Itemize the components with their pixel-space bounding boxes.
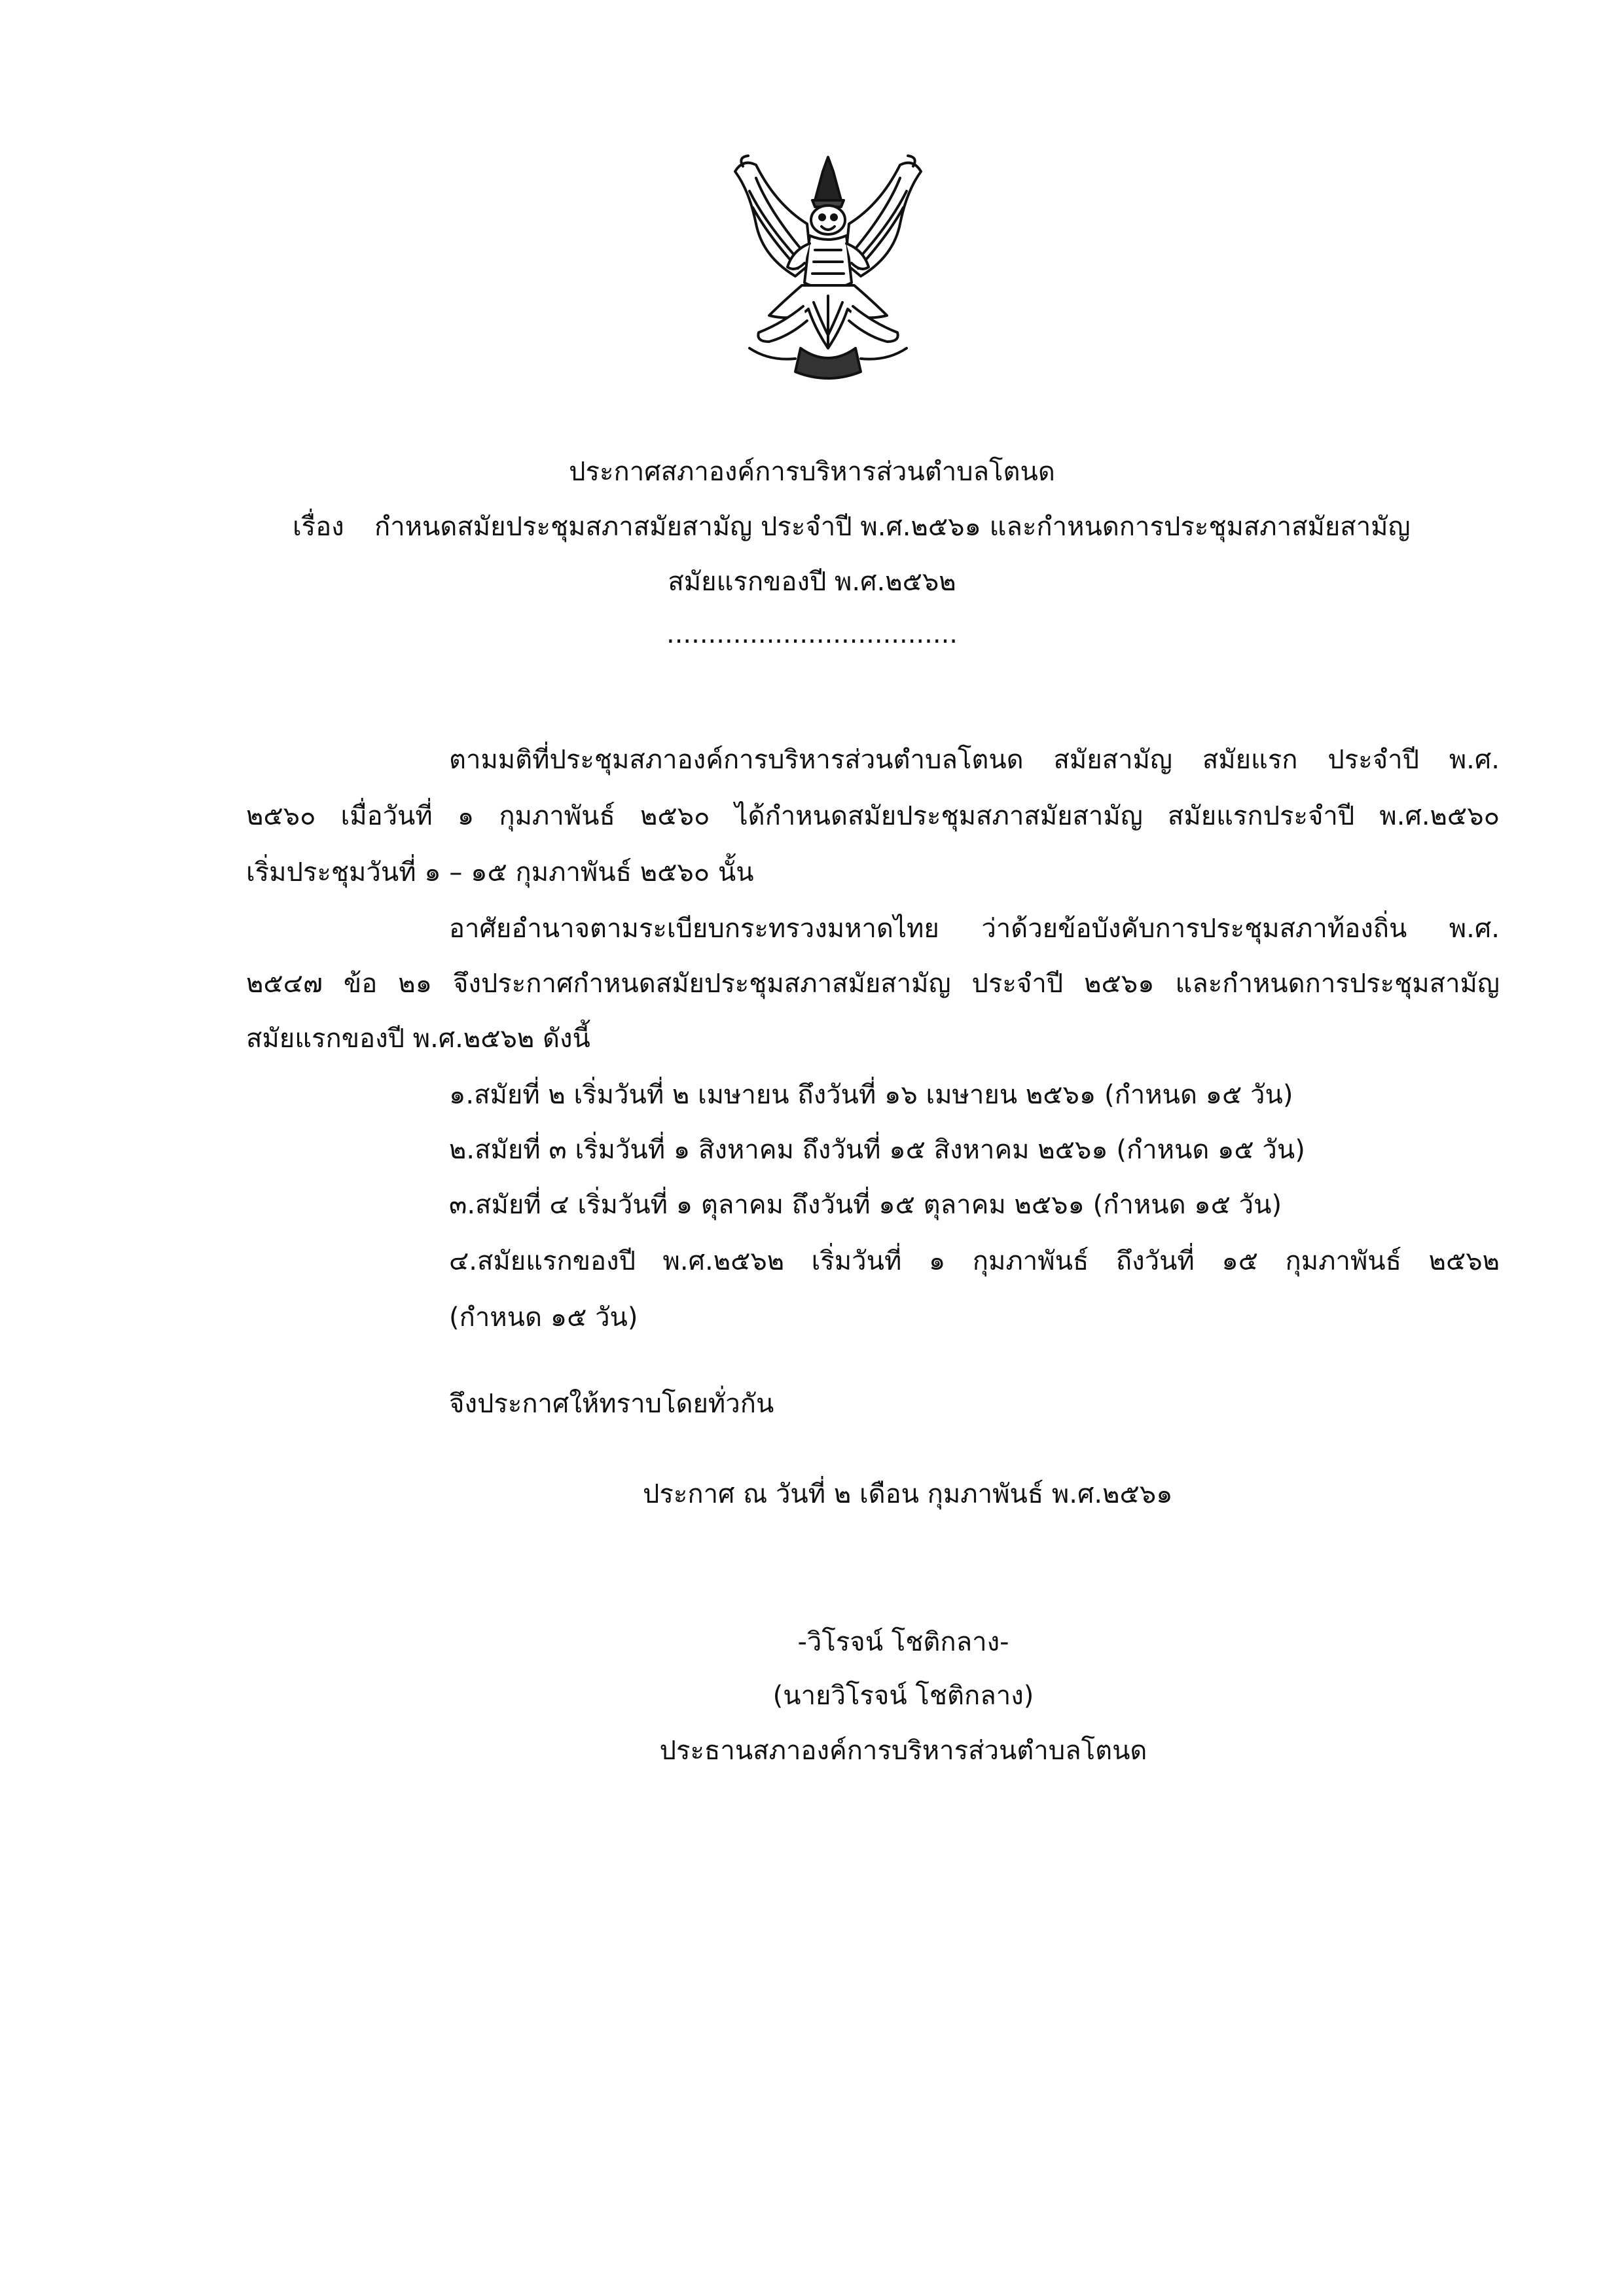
signature-full-name: (นายวิโรจน์ โชติกลาง) bbox=[772, 1681, 1034, 1711]
paragraph-2-line-2: ๒๕๔๗ ข้อ ๒๑ จึงประกาศกำหนดสมัยประชุมสภาสมัยสามัญ ประจำปี ๒๕๖๑ และกำหนดการประชุมสามัญ bbox=[246, 969, 1500, 999]
paragraph-1-line-2: ๒๕๖๐ เมื่อวันที่ ๑ กุมภาพันธ์ ๒๕๖๐ ได้กำหนดสมัยประชุมสภาสมัยสามัญ สมัยแรกประจำปี พ.ศ.๒๕๖๐ bbox=[246, 801, 1500, 831]
session-item-1: ๑.สมัยที่ ๒ เริ่มวันที่ ๒ เมษายน ถึงวันที่ ๑๖ เมษายน ๒๕๖๑ (กำหนด ๑๕ วัน) bbox=[449, 1080, 1293, 1110]
closing-statement: จึงประกาศให้ทราบโดยทั่วกัน bbox=[449, 1389, 774, 1419]
paragraph-2-line-1: อาศัยอำนาจตามระเบียบกระทรวงมหาดไทย ว่าด้วยข้อบังคับการประชุมสภาท้องถิ่น พ.ศ. bbox=[449, 914, 1500, 944]
session-item-4-continuation: (กำหนด ๑๕ วัน) bbox=[449, 1302, 638, 1333]
session-item-4: ๔.สมัยแรกของปี พ.ศ.๒๕๖๒ เริ่มวันที่ ๑ กุมภาพันธ์ ถึงวันที่ ๑๕ กุมภาพันธ์ ๒๕๖๒ bbox=[449, 1246, 1500, 1276]
garuda-emblem-icon bbox=[730, 152, 926, 385]
paragraph-2-line-3: สมัยแรกของปี พ.ศ.๒๕๖๒ ดังนี้ bbox=[246, 1024, 590, 1054]
signature-position: ประธานสภาองค์การบริหารส่วนตำบลโตนด bbox=[659, 1736, 1147, 1766]
title-separator: ................................... bbox=[666, 619, 958, 649]
announcement-date: ประกาศ ณ วันที่ ๒ เดือน กุมภาพันธ์ พ.ศ.๒๕๖๑ bbox=[643, 1479, 1173, 1509]
subject-line-2: สมัยแรกของปี พ.ศ.๒๕๖๒ bbox=[668, 567, 956, 597]
paragraph-1-line-1: ตามมติที่ประชุมสภาองค์การบริหารส่วนตำบลโตนด สมัยสามัญ สมัยแรก ประจำปี พ.ศ. bbox=[449, 745, 1500, 775]
document-title: ประกาศสภาองค์การบริหารส่วนตำบลโตนด bbox=[569, 457, 1055, 487]
session-item-3: ๓.สมัยที่ ๔ เริ่มวันที่ ๑ ตุลาคม ถึงวันที่ ๑๕ ตุลาคม ๒๕๖๑ (กำหนด ๑๕ วัน) bbox=[449, 1190, 1282, 1220]
subject-label: เรื่อง bbox=[293, 512, 344, 542]
subject-line-1: กำหนดสมัยประชุมสภาสมัยสามัญ ประจำปี พ.ศ.๒๕๖๑ และกำหนดการประชุมสภาสมัยสามัญ bbox=[374, 512, 1411, 542]
session-item-2: ๒.สมัยที่ ๓ เริ่มวันที่ ๑ สิงหาคม ถึงวันที่ ๑๕ สิงหาคม ๒๕๖๑ (กำหนด ๑๕ วัน) bbox=[449, 1135, 1305, 1165]
signature-signed-name: -วิโรจน์ โชติกลาง- bbox=[797, 1627, 1009, 1657]
paragraph-1-line-3: เริ่มประชุมวันที่ ๑ – ๑๕ กุมภาพันธ์ ๒๕๖๐ นั้น bbox=[246, 857, 754, 888]
